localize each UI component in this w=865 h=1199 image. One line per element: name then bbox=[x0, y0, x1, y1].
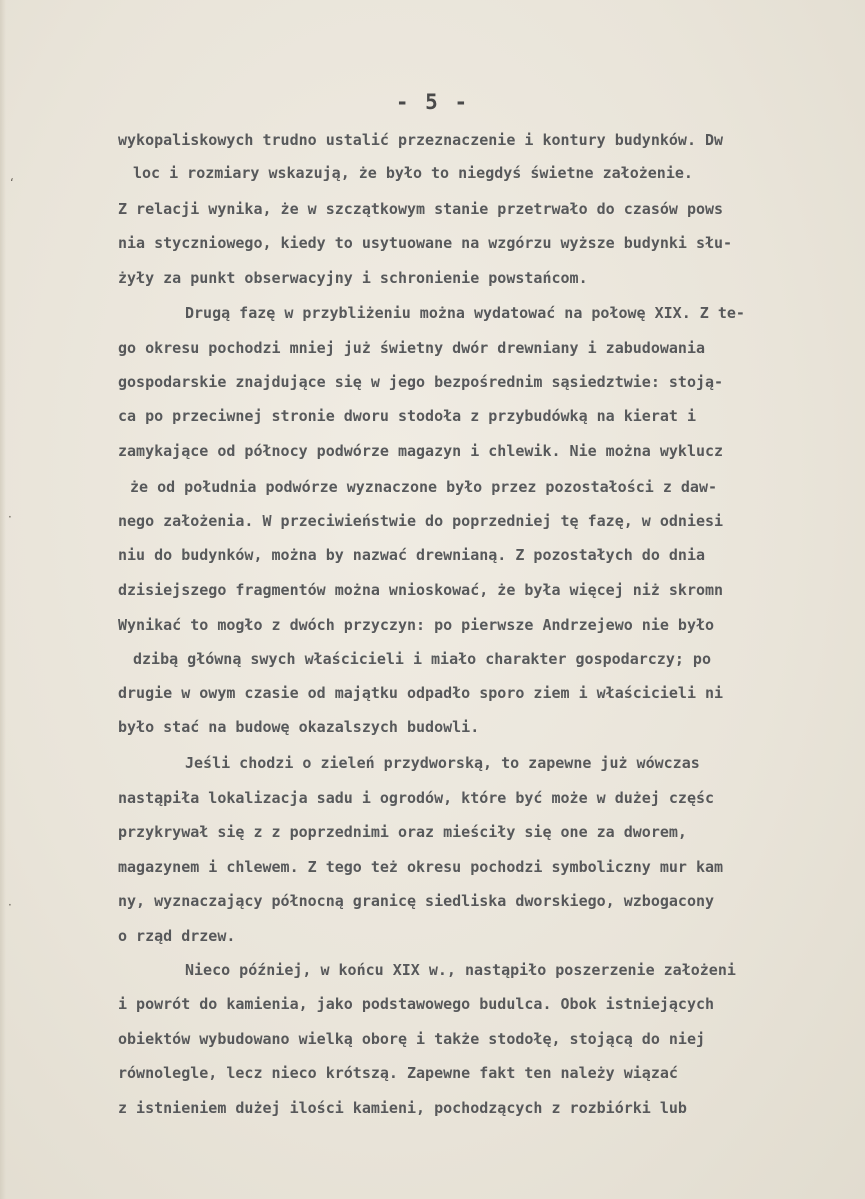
text-line: Wynikać to mogło z dwóch przyczyn: po pierwsze Andrzejewo nie było bbox=[118, 616, 715, 634]
text-line: nia styczniowego, kiedy to usytuowane na wzgórzu wyższe budynki słu- bbox=[118, 234, 733, 252]
text-line: niu do budynków, można by nazwać drewnianą. Z pozostałych do dnia bbox=[118, 546, 705, 564]
text-line: nastąpiła lokalizacja sadu i ogrodów, które być może w dużej częśc bbox=[118, 789, 715, 807]
text-line: go okresu pochodzi mniej już świetny dwór drewniany i zabudowania bbox=[118, 339, 705, 357]
text-line: i powrót do kamienia, jako podstawowego budulca. Obok istniejących bbox=[118, 995, 715, 1013]
text-line: obiektów wybudowano wielką oborę i także stodołę, stojącą do niej bbox=[118, 1030, 705, 1048]
text-line: Z relacji wynika, że w szczątkowym stanie przetrwało do czasów pows bbox=[118, 200, 724, 218]
margin-dot: ‘ bbox=[10, 176, 14, 190]
text-line: dzibą główną swych właścicieli i miało charakter gospodarczy; po bbox=[133, 650, 711, 668]
page-number: - 5 - bbox=[395, 90, 470, 114]
text-line: przykrywał się z z poprzednimi oraz mieściły się one za dworem, bbox=[118, 823, 687, 841]
text-line: loc i rozmiary wskazują, że było to niegdyś świetne założenie. bbox=[133, 164, 693, 182]
text-line: drugie w owym czasie od majątku odpadło sporo ziem i właścicieli ni bbox=[118, 684, 724, 702]
text-line: ny, wyznaczający północną granicę siedliska dworskiego, wzbogacony bbox=[118, 892, 715, 910]
text-line: magazynem i chlewem. Z tego też okresu pochodzi symboliczny mur kam bbox=[118, 858, 724, 876]
margin-dot: · bbox=[8, 898, 12, 912]
text-line: nego założenia. W przeciwieństwie do poprzedniej tę fazę, w odniesi bbox=[118, 512, 724, 530]
text-line: zamykające od północy podwórze magazyn i chlewik. Nie można wyklucz bbox=[118, 442, 724, 460]
text-line: że od południa podwórze wyznaczone było przez pozostałości z daw- bbox=[130, 478, 717, 496]
text-line: Nieco później, w końcu XIX w., nastąpiło poszerzenie założeni bbox=[185, 961, 736, 979]
text-line: wykopaliskowych trudno ustalić przeznaczenie i kontury budynków. Dw bbox=[118, 131, 724, 149]
margin-dot: · bbox=[8, 510, 12, 524]
text-line: dzisiejszego fragmentów można wnioskować, że była więcej niż skromn bbox=[118, 581, 724, 599]
text-line: Drugą fazę w przybliżeniu można wydatować na połowę XIX. Z te- bbox=[185, 304, 745, 322]
text-line: z istnieniem dużej ilości kamieni, pochodzących z rozbiórki lub bbox=[118, 1099, 687, 1117]
text-line: ca po przeciwnej stronie dworu stodoła z przybudówką na kierat i bbox=[118, 407, 696, 425]
text-line: gospodarskie znajdujące się w jego bezpośrednim sąsiedztwie: stoją- bbox=[118, 373, 724, 391]
text-line: o rząd drzew. bbox=[118, 927, 236, 945]
text-line: było stać na budowę okazalszych budowli. bbox=[118, 718, 480, 736]
page-edge-shadow bbox=[0, 0, 6, 1199]
text-line: równolegle, lecz nieco krótszą. Zapewne fakt ten należy wiązać bbox=[118, 1064, 678, 1082]
text-line: żyły za punkt obserwacyjny i schronienie powstańcom. bbox=[118, 269, 588, 287]
text-line: Jeśli chodzi o zieleń przydworską, to zapewne już wówczas bbox=[185, 754, 700, 772]
